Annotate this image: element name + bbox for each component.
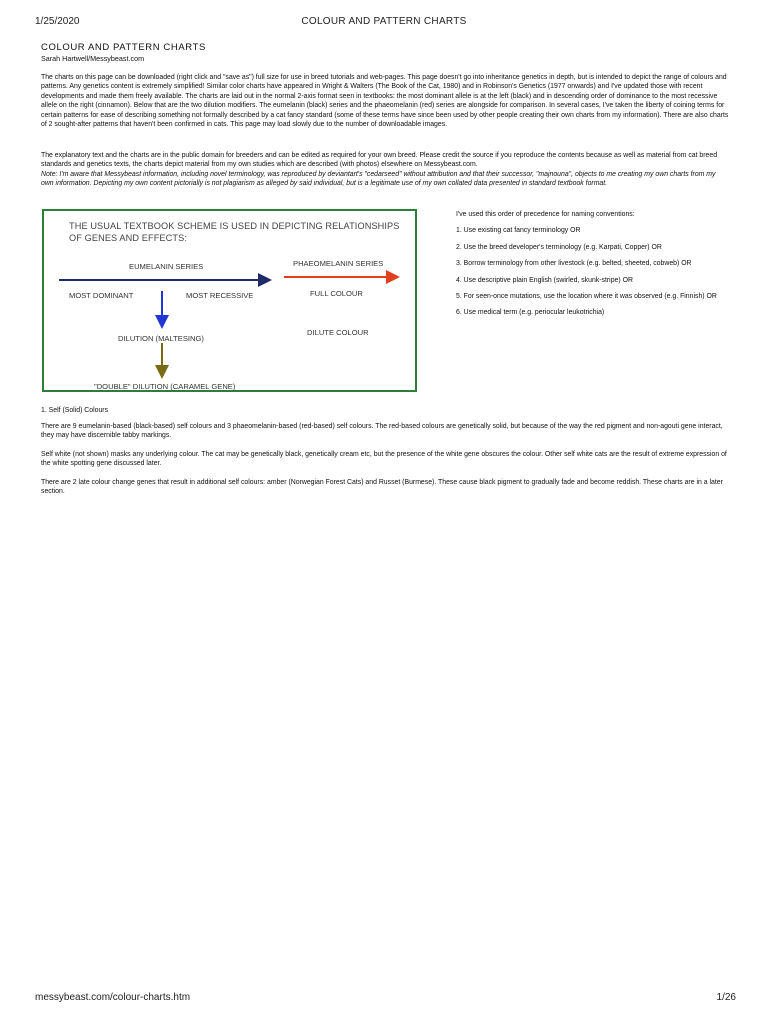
print-date: 1/25/2020 [35, 16, 80, 27]
convention-item: 5. For seen-once mutations, use the location where it was observed (e.g. Finnish) OR [456, 293, 717, 301]
plagiarism-note: Note: I'm aware that Messybeast information, including novel terminology, was reproduced by deviantart's "cedarseed" without attribution and that their successor, "majnouna", objects to me creating my own charts from my own information. Depicting my own content pictorially is not plagiarism as alleged by said individual, but is a legitimate use of my own collated data presented in standard textbook format. [41, 170, 716, 188]
diagram-heading: THE USUAL TEXTBOOK SCHEME IS USED IN DEPICTING RELATIONSHIPS OF GENES AND EFFECTS: [69, 221, 400, 243]
convention-item: 2. Use the breed developer's terminology (e.g. Karpati, Copper) OR [456, 243, 662, 251]
full-colour-label: FULL COLOUR [310, 289, 363, 298]
convention-item: 1. Use existing cat fancy terminology OR [456, 227, 581, 235]
conventions-intro: I've used this order of precedence for naming conventions: [456, 211, 635, 218]
dilution-label: DILUTION (MALTESING) [118, 334, 204, 343]
most-dominant-label: MOST DOMINANT [69, 291, 134, 300]
late-colour-change-paragraph: There are 2 late colour change genes that result in additional self colours: amber (Norwegian Forest Cats) and Russet (Burmese). These cause black pigment to gradually fade and become reddish. These charts are in a later section. [41, 479, 723, 496]
public-domain-paragraph: The explanatory text and the charts are in the public domain for breeders and can be edited as required for your own breed. Please credit the source if you reproduce the contents because as well as material from cat breed standards and genetics texts, the charts depict material from my own studies which are described (with photos) elsewhere on Messybeast.com. [41, 152, 718, 169]
convention-item: 6. Use medical term (e.g. periocular leukotrichia) [456, 309, 605, 317]
convention-item: 3. Borrow terminology from other livestock (e.g. belted, sheeted, cobweb) OR [456, 260, 692, 268]
gene-scheme-diagram [42, 209, 417, 392]
most-recessive-label: MOST RECESSIVE [186, 291, 254, 300]
dilution-arrowhead [155, 315, 169, 329]
page-title: COLOUR AND PATTERN CHARTS [41, 42, 206, 53]
self-white-paragraph: Self white (not shown) masks any underlying colour. The cat may be genetically black, genetically cream etc, but the presence of the white gene obscures the colour. Other self white cats are the result of extreme expression of the white spotting gene discussed later. [41, 451, 727, 468]
double-dilution-arrowhead [155, 365, 169, 379]
intro-paragraph: The charts on this page can be downloaded (right click and "save as") full size for use in breed tutorials and web-pages. This page doesn't go into inheritance genetics in depth, but is intended to depict the range of colours and patterns. Any genetics content is extremely simplified! Similar color charts have appeared in Wright & Walters (The Book of the Cat, 1980) and in Robinson's Genetics (1977 onwards) and I've updated those with recent developments and made them freely available. The charts are laid out in the normal 2-axis format seen in textbooks: the most dominant allele is at the left (black) and in descending order of dominance to the most recessive allele on the right (cinnamon). Below that are the two dilution modifiers. The eumelanin (black) series and the phaeomelanin (red) series are alongside for comparison. In several cases, I've taken the liberty of coining terms for certain patterns for ease of describing something not formally described by a cat fancy standard (some of these terms have since been used by other people creating their own charts from my information). There are also charts of 2 sought-after patterns that haven't been confirmed in cats. This page may load slowly due to the number of downloadable images. [41, 74, 729, 129]
convention-item: 4. Use descriptive plain English (swirled, skunk-stripe) OR [456, 276, 633, 284]
footer-url: messybeast.com/colour-charts.htm [35, 992, 191, 1003]
print-header-title: COLOUR AND PATTERN CHARTS [301, 16, 467, 27]
dilute-colour-label: DILUTE COLOUR [307, 328, 369, 337]
public-domain-block [41, 151, 729, 189]
author-line: Sarah Hartwell/Messybeast.com [41, 54, 145, 63]
footer-page-number: 1/26 [716, 992, 736, 1003]
phaeomelanin-series-label: PHAEOMELANIN SERIES [293, 259, 384, 268]
eumelanin-arrowhead [258, 273, 272, 287]
self-colours-paragraph: There are 9 eumelanin-based (black-based) self colours and 3 phaeomelanin-based (red-based) self colours. The red-based colours are genetically solid, but because of the way the red pigment and non-agouti gene interact, they may have discernible tabby markings. [41, 423, 723, 440]
phaeomelanin-arrowhead [386, 270, 400, 284]
double-dilution-label: "DOUBLE" DILUTION (CARAMEL GENE) [94, 382, 236, 391]
naming-conventions [456, 210, 738, 325]
section-heading-self-colours: 1. Self (Solid) Colours [41, 407, 109, 414]
eumelanin-series-label: EUMELANIN SERIES [129, 262, 204, 271]
